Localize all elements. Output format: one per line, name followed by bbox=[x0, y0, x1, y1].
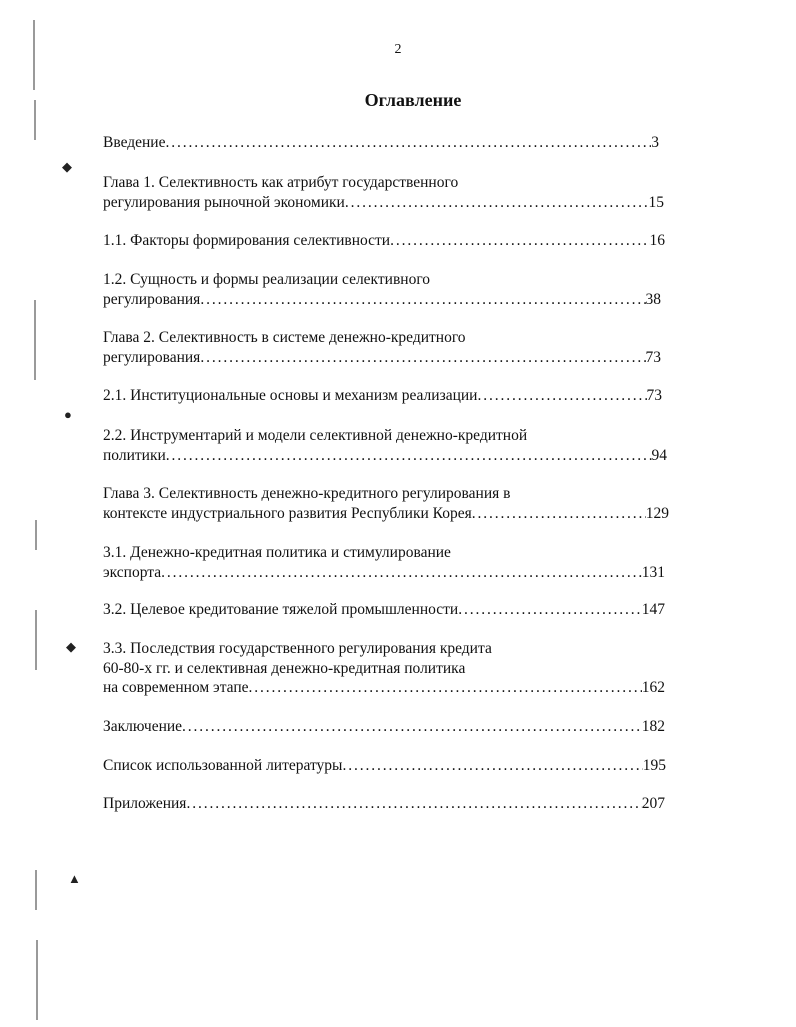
scan-artifact-line bbox=[36, 940, 38, 1020]
punch-hole-mark: ▲ bbox=[68, 871, 81, 886]
toc-entry-page: 195 bbox=[642, 757, 666, 774]
toc-entry-page: 16 bbox=[649, 232, 665, 249]
page-number: 2 bbox=[394, 42, 402, 57]
toc-dot-leader bbox=[477, 386, 646, 406]
toc-entry bbox=[103, 717, 665, 737]
scan-artifact-line bbox=[35, 610, 37, 670]
toc-dot-leader bbox=[345, 193, 649, 213]
toc-entry-page: 73 bbox=[646, 387, 662, 404]
toc-dot-leader bbox=[161, 563, 642, 583]
toc-entry-title-cont: на современном этапе bbox=[103, 679, 249, 696]
toc-dot-leader bbox=[458, 600, 642, 620]
toc-entry bbox=[103, 386, 662, 406]
punch-hole-mark: ◆ bbox=[62, 159, 72, 174]
toc-dot-leader bbox=[182, 717, 642, 737]
toc-entry-title-cont: регулирования bbox=[103, 348, 201, 366]
toc-dot-leader bbox=[200, 348, 645, 368]
toc-entry-page: 147 bbox=[641, 601, 665, 618]
toc-entry bbox=[103, 484, 669, 523]
toc-entry-title: Глава 3. Селективность денежно-кредитного регулирования в bbox=[103, 485, 511, 502]
toc-entry-title: Введение bbox=[103, 134, 166, 151]
toc-entry-title: Глава 2. Селективность в системе денежно-кредитного bbox=[103, 329, 466, 346]
toc-dot-leader bbox=[165, 133, 651, 153]
toc-entry-title: 3.2. Целевое кредитование тяжелой промышленности bbox=[103, 601, 459, 618]
toc-entry bbox=[103, 756, 666, 776]
toc-entry-page: 94 bbox=[651, 446, 667, 464]
toc-entry-title-cont: 60-80-х гг. и селективная денежно-кредитная политика bbox=[103, 659, 466, 677]
toc-entry-page: 207 bbox=[641, 795, 665, 812]
toc-entry-title: 3.1. Денежно-кредитная политика и стимулирование bbox=[103, 544, 451, 561]
toc-entry bbox=[103, 328, 661, 367]
toc-entry-title: Глава 1. Селективность как атрибут государственного bbox=[103, 174, 459, 191]
scan-artifact-line bbox=[35, 520, 37, 550]
toc-entry bbox=[103, 794, 665, 814]
toc-entry bbox=[103, 600, 665, 620]
scan-artifact-line bbox=[34, 300, 36, 380]
toc-dot-leader bbox=[342, 756, 642, 776]
toc-title: Оглавление bbox=[364, 90, 462, 110]
scan-artifact-line bbox=[34, 100, 36, 140]
scan-artifact-line bbox=[35, 870, 37, 910]
punch-hole-mark: ◆ bbox=[66, 639, 76, 654]
toc-entry bbox=[103, 543, 665, 582]
toc-entry-title-cont: регулирования bbox=[103, 290, 201, 308]
toc-entry bbox=[103, 231, 665, 251]
toc-entry-page: 131 bbox=[641, 563, 665, 581]
toc-dot-leader bbox=[390, 231, 649, 251]
toc-entry-title: 1.2. Сущность и формы реализации селективного bbox=[103, 271, 431, 288]
toc-entry bbox=[103, 133, 659, 153]
toc-entry-page: 162 bbox=[641, 679, 665, 696]
toc-entry bbox=[103, 639, 665, 698]
toc-entry-title: 3.3. Последствия государственного регулирования кредита bbox=[103, 640, 492, 657]
toc-entry-page: 73 bbox=[645, 348, 661, 366]
toc-entry-title-cont: контексте индустриального развития Республики Корея bbox=[103, 504, 472, 522]
toc-entry-title: 2.2. Инструментарий и модели селективной денежно-кредитной bbox=[103, 427, 528, 444]
toc-entry-title: Список использованной литературы bbox=[103, 757, 343, 774]
toc-entry-page: 15 bbox=[648, 193, 664, 211]
toc-entry-page: 129 bbox=[645, 504, 669, 522]
toc-entry-page: 182 bbox=[641, 718, 665, 735]
toc-entry-page: 3 bbox=[651, 134, 659, 151]
toc-entry-title-cont: политики bbox=[103, 446, 166, 464]
toc-entry-title: Приложения bbox=[103, 795, 187, 812]
toc-entry bbox=[103, 173, 664, 212]
toc-entry bbox=[103, 426, 667, 465]
toc-entry-title: 1.1. Факторы формирования селективности bbox=[103, 232, 391, 249]
toc-dot-leader bbox=[186, 794, 641, 814]
toc-dot-leader bbox=[472, 504, 646, 524]
toc-entry-title: 2.1. Институциональные основы и механизм реализации bbox=[103, 387, 478, 404]
punch-hole-mark: ● bbox=[64, 407, 72, 422]
toc-entry bbox=[103, 270, 661, 309]
toc-entry-title-cont: регулирования рыночной экономики bbox=[103, 193, 345, 211]
toc-dot-leader bbox=[166, 446, 652, 466]
toc-entry-page: 38 bbox=[645, 290, 661, 308]
toc-entry-title: Заключение bbox=[103, 718, 183, 735]
scan-artifact-line bbox=[33, 20, 35, 90]
toc-entry-title-cont: экспорта bbox=[103, 563, 162, 581]
toc-dot-leader bbox=[200, 290, 645, 310]
toc-dot-leader bbox=[249, 678, 642, 698]
